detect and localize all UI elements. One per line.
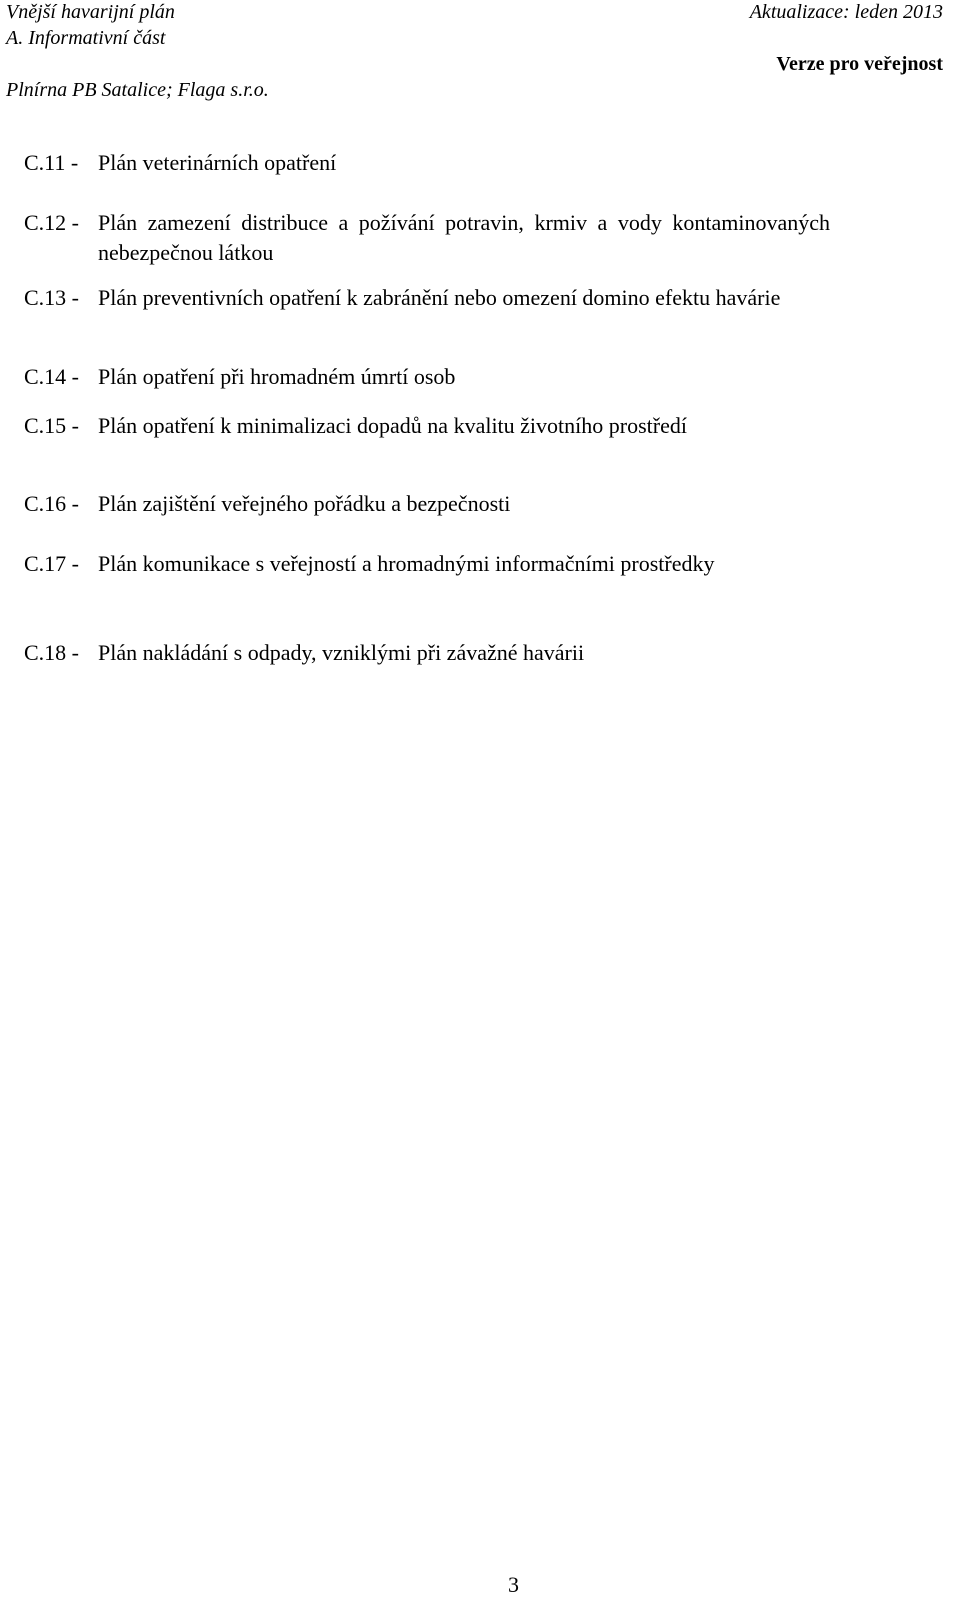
toc-item-c11 <box>24 148 830 178</box>
toc-item-c16 <box>24 489 830 519</box>
toc-item-code: C.18 - <box>24 640 79 665</box>
toc-item-c15 <box>24 411 830 441</box>
toc-item-c18 <box>24 638 830 668</box>
toc-item-c14 <box>24 362 830 392</box>
toc-item-code: C.17 - <box>24 551 79 576</box>
toc-item-text: Plán opatření k minimalizaci dopadů na kvalitu životního prostředí <box>98 413 687 438</box>
section-label: A. Informativní část <box>6 27 166 49</box>
toc-item-text: Plán komunikace s veřejností a hromadnými informačními prostředky <box>98 551 715 576</box>
toc-item-c17 <box>24 549 830 579</box>
toc-item-code: C.11 - <box>24 150 79 175</box>
toc-item-code: C.13 - <box>24 285 79 310</box>
page-number: 3 <box>508 1572 519 1597</box>
toc-item-text: Plán veterinárních opatření <box>98 150 337 175</box>
toc-item-c12 <box>24 208 830 268</box>
version-label: Verze pro veřejnost <box>776 53 943 75</box>
toc-item-code: C.15 - <box>24 413 79 438</box>
toc-item-code: C.14 - <box>24 364 79 389</box>
toc-item-text: Plán zamezení distribuce a požívání potravin, krmiv a vody kontaminovaných nebezpečnou látkou <box>98 210 830 265</box>
toc-item-text: Plán preventivních opatření k zabránění nebo omezení domino efektu havárie <box>98 285 781 310</box>
toc-item-code: C.12 - <box>24 210 79 235</box>
document-title: Vnější havarijní plán <box>6 1 175 23</box>
company-name: Plnírna PB Satalice; Flaga s.r.o. <box>6 79 269 101</box>
header-divider <box>4 108 942 109</box>
toc-item-text: Plán zajištění veřejného pořádku a bezpečnosti <box>98 491 511 516</box>
update-date: Aktualizace: leden 2013 <box>749 1 943 23</box>
toc-item-text: Plán opatření při hromadném úmrtí osob <box>98 364 456 389</box>
toc-item-code: C.16 - <box>24 491 79 516</box>
toc-item-c13 <box>24 283 830 313</box>
toc-item-text: Plán nakládání s odpady, vzniklými při závažné havárii <box>98 640 585 665</box>
